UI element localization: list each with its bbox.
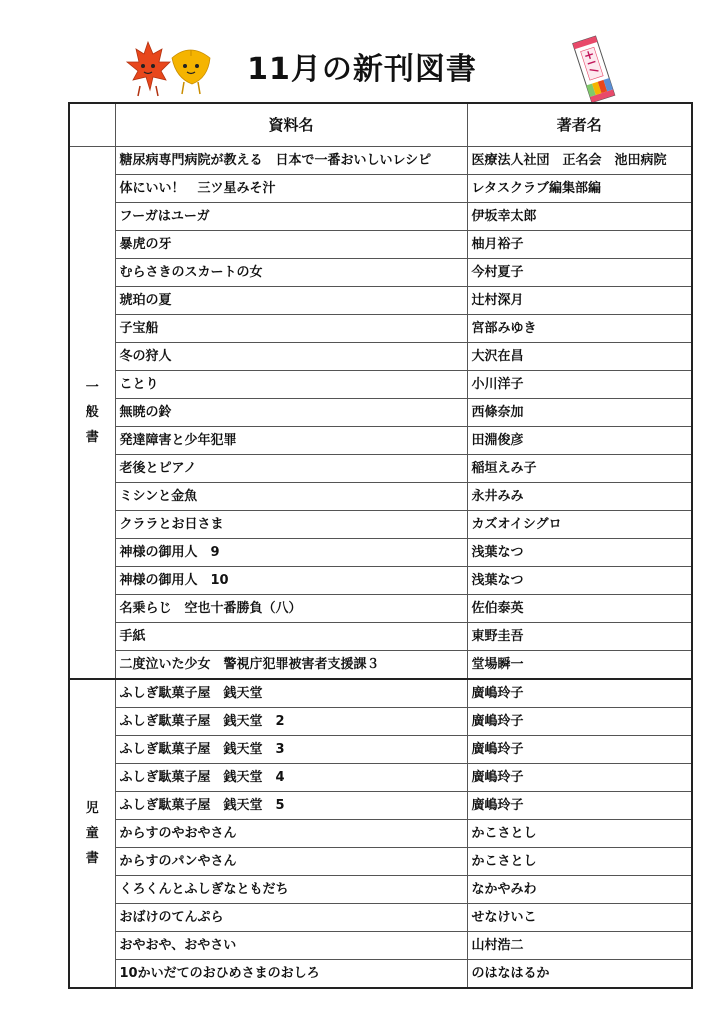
book-title-cell: 体にいい！ 三ツ星みそ汁: [115, 175, 467, 203]
book-title-cell: 琥珀の夏: [115, 287, 467, 315]
book-author-cell: なかやみわ: [467, 876, 692, 904]
table-row: [69, 792, 692, 820]
table-row: [69, 203, 692, 231]
book-author-cell: 辻村深月: [467, 287, 692, 315]
table-row: [69, 259, 692, 287]
table-row: [69, 904, 692, 932]
book-title-cell: ことり: [115, 371, 467, 399]
book-title-cell: からすのやおやさん: [115, 820, 467, 848]
table-row: [69, 343, 692, 371]
table-row: [69, 820, 692, 848]
category-cell: [69, 679, 115, 988]
category-header: [69, 103, 115, 147]
table-row: [69, 960, 692, 989]
book-title-cell: 子宝船: [115, 315, 467, 343]
book-author-cell: 廣嶋玲子: [467, 792, 692, 820]
table-row: [69, 932, 692, 960]
book-author-cell: 柚月裕子: [467, 231, 692, 259]
table-row: [69, 455, 692, 483]
table-row: [69, 399, 692, 427]
book-author-cell: 西條奈加: [467, 399, 692, 427]
book-author-cell: 廣嶋玲子: [467, 708, 692, 736]
table-row: [69, 371, 692, 399]
page-title: 11月の新刊図書: [247, 52, 477, 87]
table-row: [69, 595, 692, 623]
category-label-char: 童: [85, 826, 99, 841]
book-title-cell: ふしぎ駄菓子屋 銭天堂: [115, 679, 467, 708]
book-title-cell: 手紙: [115, 623, 467, 651]
book-author-cell: 伊坂幸太郎: [467, 203, 692, 231]
chitose-candy-bag-icon: [568, 34, 622, 106]
table-row: [69, 848, 692, 876]
table-row: [69, 175, 692, 203]
table-row: [69, 315, 692, 343]
new-books-table: [68, 102, 693, 989]
category-label-char: 児: [85, 801, 99, 816]
book-title-cell: 冬の狩人: [115, 343, 467, 371]
book-title-cell: フーガはユーガ: [115, 203, 467, 231]
book-title-cell: ふしぎ駄菓子屋 銭天堂 2: [115, 708, 467, 736]
book-title-cell: 神様の御用人 10: [115, 567, 467, 595]
book-title-cell: 発達障害と少年犯罪: [115, 427, 467, 455]
book-author-cell: 大沢在昌: [467, 343, 692, 371]
book-author-cell: 浅葉なつ: [467, 539, 692, 567]
table-row: [69, 427, 692, 455]
table-row: [69, 511, 692, 539]
book-author-cell: 東野圭吾: [467, 623, 692, 651]
author-column-header: 著者名: [467, 103, 692, 147]
book-author-cell: 廣嶋玲子: [467, 736, 692, 764]
table-row: [69, 764, 692, 792]
table-body: [69, 147, 692, 989]
table-row: [69, 708, 692, 736]
table-header-row: [69, 103, 692, 147]
book-title-cell: くろくんとふしぎなともだち: [115, 876, 467, 904]
book-author-cell: 浅葉なつ: [467, 567, 692, 595]
table-row: [69, 876, 692, 904]
book-author-cell: 小川洋子: [467, 371, 692, 399]
title-column-header: 資料名: [115, 103, 467, 147]
table-row: [69, 679, 692, 708]
book-title-cell: おやおや、おやさい: [115, 932, 467, 960]
category-cell: [69, 147, 115, 680]
book-title-cell: クララとお日さま: [115, 511, 467, 539]
table-row: [69, 651, 692, 680]
book-author-cell: 医療法人社団 正名会 池田病院: [467, 147, 692, 175]
table-row: [69, 567, 692, 595]
book-title-cell: 暴虎の牙: [115, 231, 467, 259]
book-author-cell: 佐伯泰英: [467, 595, 692, 623]
book-title-cell: 神様の御用人 9: [115, 539, 467, 567]
book-author-cell: 今村夏子: [467, 259, 692, 287]
book-author-cell: 廣嶋玲子: [467, 679, 692, 708]
book-author-cell: 廣嶋玲子: [467, 764, 692, 792]
book-title-cell: おばけのてんぷら: [115, 904, 467, 932]
book-author-cell: 永井みみ: [467, 483, 692, 511]
book-author-cell: せなけいこ: [467, 904, 692, 932]
book-title-cell: ふしぎ駄菓子屋 銭天堂 3: [115, 736, 467, 764]
book-author-cell: のはなはるか: [467, 960, 692, 989]
book-title-cell: からすのパンやさん: [115, 848, 467, 876]
category-label-char: 般: [85, 405, 99, 420]
table-row: [69, 539, 692, 567]
table-row: [69, 483, 692, 511]
category-label-char: 書: [85, 851, 99, 866]
book-title-cell: 糖尿病専門病院が教える 日本で一番おいしいレシピ: [115, 147, 467, 175]
table-row: [69, 623, 692, 651]
book-title-cell: むらさきのスカートの女: [115, 259, 467, 287]
book-author-cell: 堂場瞬一: [467, 651, 692, 680]
book-title-cell: 名乗らじ 空也十番勝負（八）: [115, 595, 467, 623]
book-title-cell: 無暁の鈴: [115, 399, 467, 427]
book-author-cell: 山村浩二: [467, 932, 692, 960]
table-row: [69, 231, 692, 259]
book-author-cell: カズオイシグロ: [467, 511, 692, 539]
book-author-cell: かこさとし: [467, 820, 692, 848]
category-label-char: 書: [85, 430, 99, 445]
book-title-cell: ふしぎ駄菓子屋 銭天堂 5: [115, 792, 467, 820]
table-row: [69, 147, 692, 175]
category-label-char: 一: [85, 380, 99, 395]
book-title-cell: 二度泣いた少女 警視庁犯罪被害者支援課３: [115, 651, 467, 680]
book-title-cell: ミシンと金魚: [115, 483, 467, 511]
table-row: [69, 287, 692, 315]
table-row: [69, 736, 692, 764]
book-author-cell: 田淵俊彦: [467, 427, 692, 455]
book-author-cell: 宮部みゆき: [467, 315, 692, 343]
book-author-cell: レタスクラブ編集部編: [467, 175, 692, 203]
book-author-cell: 稲垣えみ子: [467, 455, 692, 483]
book-title-cell: 老後とピアノ: [115, 455, 467, 483]
book-author-cell: かこさとし: [467, 848, 692, 876]
book-title-cell: ふしぎ駄菓子屋 銭天堂 4: [115, 764, 467, 792]
book-title-cell: 10かいだてのおひめさまのおしろ: [115, 960, 467, 989]
